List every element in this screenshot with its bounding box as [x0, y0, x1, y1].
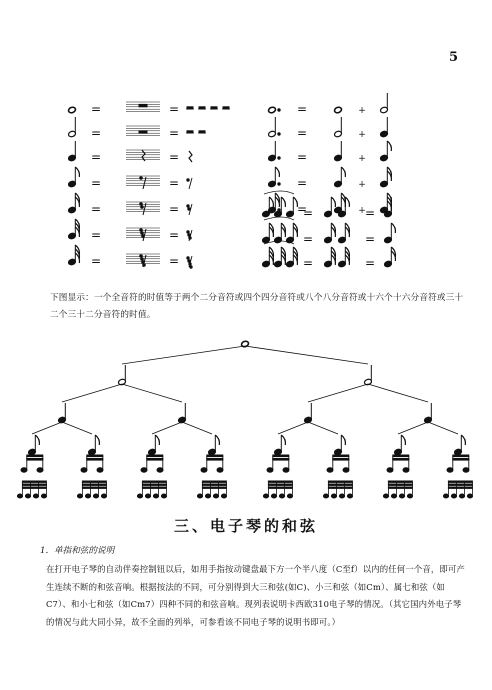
note-symbol: [28, 435, 40, 456]
equals-sign: =: [302, 206, 314, 220]
beamed-32nd-group: [137, 481, 166, 498]
tree-branch: [62, 384, 122, 402]
beamed-sixteenth-pair: [447, 455, 469, 472]
plus-sign: +: [358, 180, 366, 190]
equals-sign: =: [168, 202, 180, 216]
tree-branch: [122, 384, 182, 402]
tree-branch: [308, 384, 368, 402]
beamed-32nd-group: [197, 481, 226, 498]
beamed-sixteenth-pair: [21, 455, 43, 472]
equals-sign: =: [296, 202, 308, 216]
tree-branch: [122, 346, 245, 364]
equals-sign: =: [90, 202, 102, 216]
equals-sign: =: [168, 102, 180, 116]
tree-branch: [182, 422, 212, 434]
equals-sign: =: [302, 256, 314, 270]
note-symbol: [424, 403, 433, 424]
figure-caption: 下图显示：一个全音符的时值等于两个二分音符或四个四分音符或八个八分音符或十六个十六分音符或三十二个三十二分音符的时值。: [50, 293, 464, 320]
plus-sign: +: [358, 154, 366, 164]
equals-sign: =: [90, 254, 102, 268]
tree-branch: [368, 384, 428, 402]
note-symbol: [88, 435, 100, 456]
tree-branch: [62, 422, 92, 434]
tree-branch: [32, 422, 62, 434]
note-symbol: [148, 435, 160, 456]
tree-branch: [428, 422, 458, 434]
plus-sign: +: [358, 130, 366, 140]
section-heading: 三、电子琴的和弦: [173, 517, 318, 535]
equals-sign: =: [168, 126, 180, 140]
note-symbol: [208, 435, 220, 456]
equals-sign: =: [168, 254, 180, 268]
beamed-sixteenth-pair: [81, 455, 103, 472]
equals-sign: =: [364, 256, 376, 270]
beamed-sixteenth-pair: [327, 455, 349, 472]
equals-sign: =: [90, 176, 102, 190]
beamed-32nd-group: [263, 481, 292, 498]
equals-sign: =: [168, 150, 180, 164]
equals-sign: =: [90, 126, 102, 140]
equals-sign: =: [296, 176, 308, 190]
equals-sign: =: [90, 102, 102, 116]
equals-sign: =: [168, 176, 180, 190]
note-symbol: [364, 365, 373, 386]
equals-sign: =: [302, 232, 314, 246]
note-symbol: [394, 435, 406, 456]
plus-sign: +: [358, 106, 366, 116]
equals-sign: =: [296, 150, 308, 164]
beamed-32nd-group: [383, 481, 412, 498]
tree-branch: [308, 422, 338, 434]
body-paragraph: 在打开电子琴的自动伴奏控制钮以后，如用手指按动键盘最下方一个半八度（C至f）以内的任何一个音，即可产生连续不断的和弦音响。根据按法的不同，可分别得到大三和弦(如C)、小三和弦（如Cm）、属七和弦（如C7）、和小七和弦（如Cm7）四种不同的和弦音响。现列表说明卡西欧310电子琴的情况。（其它国内外电子琴的情况与此大同小异，故不全面的列举，可参看该不同电子琴的说明书即可。）: [46, 564, 466, 627]
beamed-sixteenth-pair: [201, 455, 223, 472]
tree-branch: [278, 422, 308, 434]
tree-branch: [152, 422, 182, 434]
beamed-sixteenth-pair: [387, 455, 409, 472]
beamed-32nd-group: [77, 481, 106, 498]
note-symbol: [118, 365, 127, 386]
equals-sign: =: [364, 232, 376, 246]
plus-sign: +: [358, 206, 366, 216]
equals-sign: =: [364, 206, 376, 220]
note-symbol: [274, 435, 286, 456]
note-symbol: [334, 435, 346, 456]
page-number: 5: [448, 50, 458, 65]
equals-sign: =: [296, 126, 308, 140]
equals-sign: =: [168, 228, 180, 242]
beamed-32nd-group: [323, 481, 352, 498]
beamed-32nd-group: [17, 481, 46, 498]
beamed-32nd-group: [443, 481, 472, 498]
equals-sign: =: [90, 150, 102, 164]
subheading: 1．单指和弦的说明: [40, 546, 115, 556]
equals-sign: =: [296, 102, 308, 116]
note-symbol: [304, 403, 313, 424]
note-symbol: [178, 403, 187, 424]
tree-branch: [245, 346, 368, 364]
equals-sign: =: [90, 228, 102, 242]
beamed-sixteenth-pair: [141, 455, 163, 472]
note-symbol: [454, 435, 466, 456]
tree-branch: [398, 422, 428, 434]
note-symbol: [58, 403, 67, 424]
beamed-sixteenth-pair: [267, 455, 289, 472]
